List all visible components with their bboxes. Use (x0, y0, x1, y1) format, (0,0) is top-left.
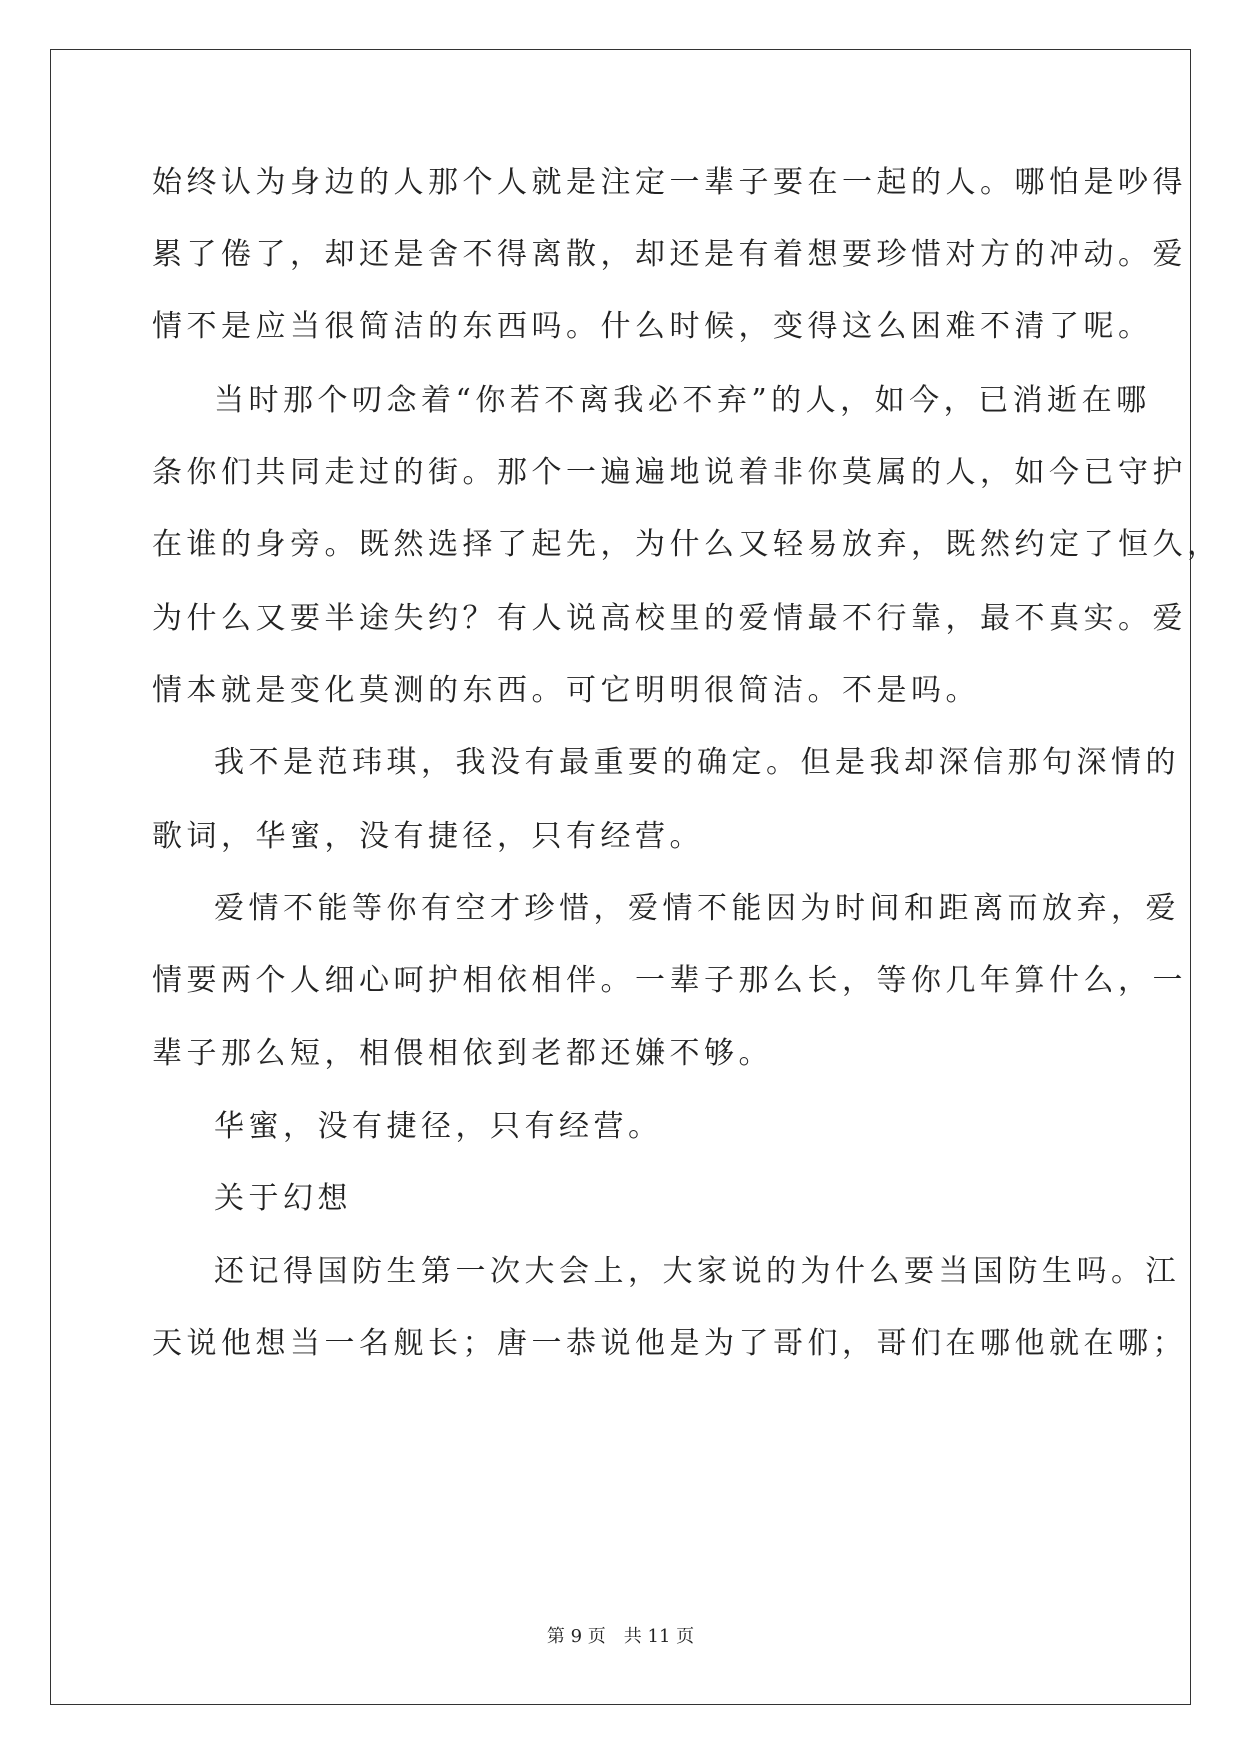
text-line: 始终认为身边的人那个人就是注定一辈子要在一起的人。哪怕是吵得 (152, 165, 1187, 200)
text-line: 在谁的身旁。既然选择了起先，为什么又轻易放弃，既然约定了恒久， (152, 527, 1222, 562)
page-border (50, 49, 1191, 1705)
paragraph-first-line: 华蜜，没有捷径，只有经营。 (214, 1109, 663, 1144)
paragraph-first-line: 当时那个叨念着“你若不离我必不弃”的人，如今，已消逝在哪 (214, 383, 1151, 418)
page-total: 共 11 页 (623, 1626, 695, 1647)
paragraph-first-line: 还记得国防生第一次大会上，大家说的为什么要当国防生吗。江 (214, 1254, 1180, 1289)
text-line: 辈子那么短，相偎相依到老都还嫌不够。 (152, 1036, 773, 1071)
text-line: 情不是应当很简洁的东西吗。什么时候，变得这么困难不清了呢。 (152, 309, 1153, 344)
page-number: 第 9 页 (546, 1626, 606, 1647)
text-line: 情要两个人细心呵护相依相伴。一辈子那么长，等你几年算什么，一 (152, 963, 1187, 998)
page-footer (0, 1625, 1241, 1649)
text-line: 天说他想当一名舰长；唐一恭说他是为了哥们，哥们在哪他就在哪； (152, 1326, 1187, 1361)
text-line: 情本就是变化莫测的东西。可它明明很简洁。不是吗。 (152, 673, 980, 708)
text-line: 条你们共同走过的街。那个一遍遍地说着非你莫属的人，如今已守护 (152, 455, 1187, 490)
text-line: 为什么又要半途失约？有人说高校里的爱情最不行靠，最不真实。爱 (152, 601, 1187, 636)
text-line: 累了倦了，却还是舍不得离散，却还是有着想要珍惜对方的冲动。爱 (152, 237, 1187, 272)
section-heading: 关于幻想 (214, 1181, 352, 1216)
paragraph-first-line: 我不是范玮琪，我没有最重要的确定。但是我却深信那句深情的 (214, 745, 1180, 780)
paragraph-first-line: 爱情不能等你有空才珍惜，爱情不能因为时间和距离而放弃，爱 (214, 891, 1180, 926)
text-line: 歌词，华蜜，没有捷径，只有经营。 (152, 819, 704, 854)
